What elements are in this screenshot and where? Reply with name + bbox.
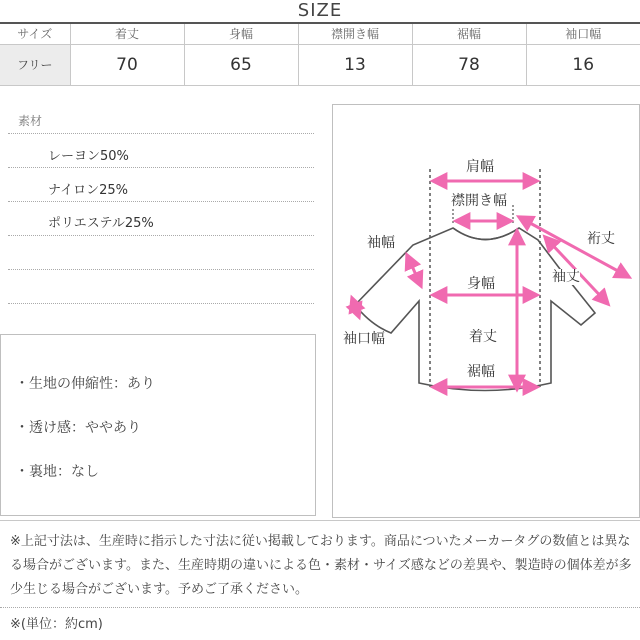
label-sleeve-width: 袖幅 [367, 235, 395, 251]
cell-cuff-width: 16 [526, 45, 640, 86]
divider [8, 269, 314, 270]
property-stretch: ・生地の伸縮性：あり [15, 376, 155, 392]
header-body-width: 身幅 [184, 24, 298, 45]
cell-length: 70 [70, 45, 184, 86]
material-label: 素材 [18, 114, 43, 128]
header-size: サイズ [0, 24, 70, 45]
label-sleeve-length: 袖丈 [552, 269, 580, 285]
cell-hem-width: 78 [412, 45, 526, 86]
divider [8, 303, 314, 304]
property-lining: ・裏地：なし [15, 464, 99, 480]
label-shoulder-width: 肩幅 [466, 159, 494, 175]
row-size-label: フリー [0, 45, 70, 86]
header-neck-width: 襟開き幅 [298, 24, 412, 45]
table-row [0, 45, 640, 86]
divider [8, 167, 314, 168]
label-body-width: 身幅 [467, 276, 495, 292]
disclaimer-note: ※上記寸法は、生産時に指示した寸法に従い掲載しております。商品についたメーカータグの数値とは異なる場合がございます。また、生産時期の違いによる色・素材・サイズ感などの差異や、製造時の個体差が多少生じる場合がございます。予めご了承ください。 [10, 534, 632, 597]
header-cuff-width: 袖口幅 [526, 24, 640, 45]
label-length: 着丈 [469, 329, 497, 345]
divider [8, 235, 314, 236]
material-item: ナイロン25% [48, 183, 128, 198]
page-title: SIZE [297, 0, 343, 21]
size-table [0, 24, 640, 86]
fabric-properties-box [0, 334, 316, 516]
divider [0, 520, 640, 521]
material-item: レーヨン50% [48, 149, 129, 164]
header-hem-width: 裾幅 [412, 24, 526, 45]
divider [8, 201, 314, 202]
property-sheerness: ・透け感：ややあり [15, 420, 141, 436]
cell-neck-width: 13 [298, 45, 412, 86]
label-yuki: 裄丈 [587, 231, 615, 247]
header-length: 着丈 [70, 24, 184, 45]
material-item: ポリエステル25% [48, 216, 154, 231]
cell-body-width: 65 [184, 45, 298, 86]
measurement-diagram [332, 104, 640, 518]
label-hem-width: 裾幅 [467, 364, 495, 380]
divider [8, 133, 314, 134]
unit-note: ※(単位：約cm) [10, 617, 103, 632]
divider [0, 607, 640, 608]
size-table-header-row [0, 24, 640, 45]
label-neck-width: 襟開き幅 [451, 193, 507, 209]
label-cuff-width: 袖口幅 [343, 331, 385, 347]
